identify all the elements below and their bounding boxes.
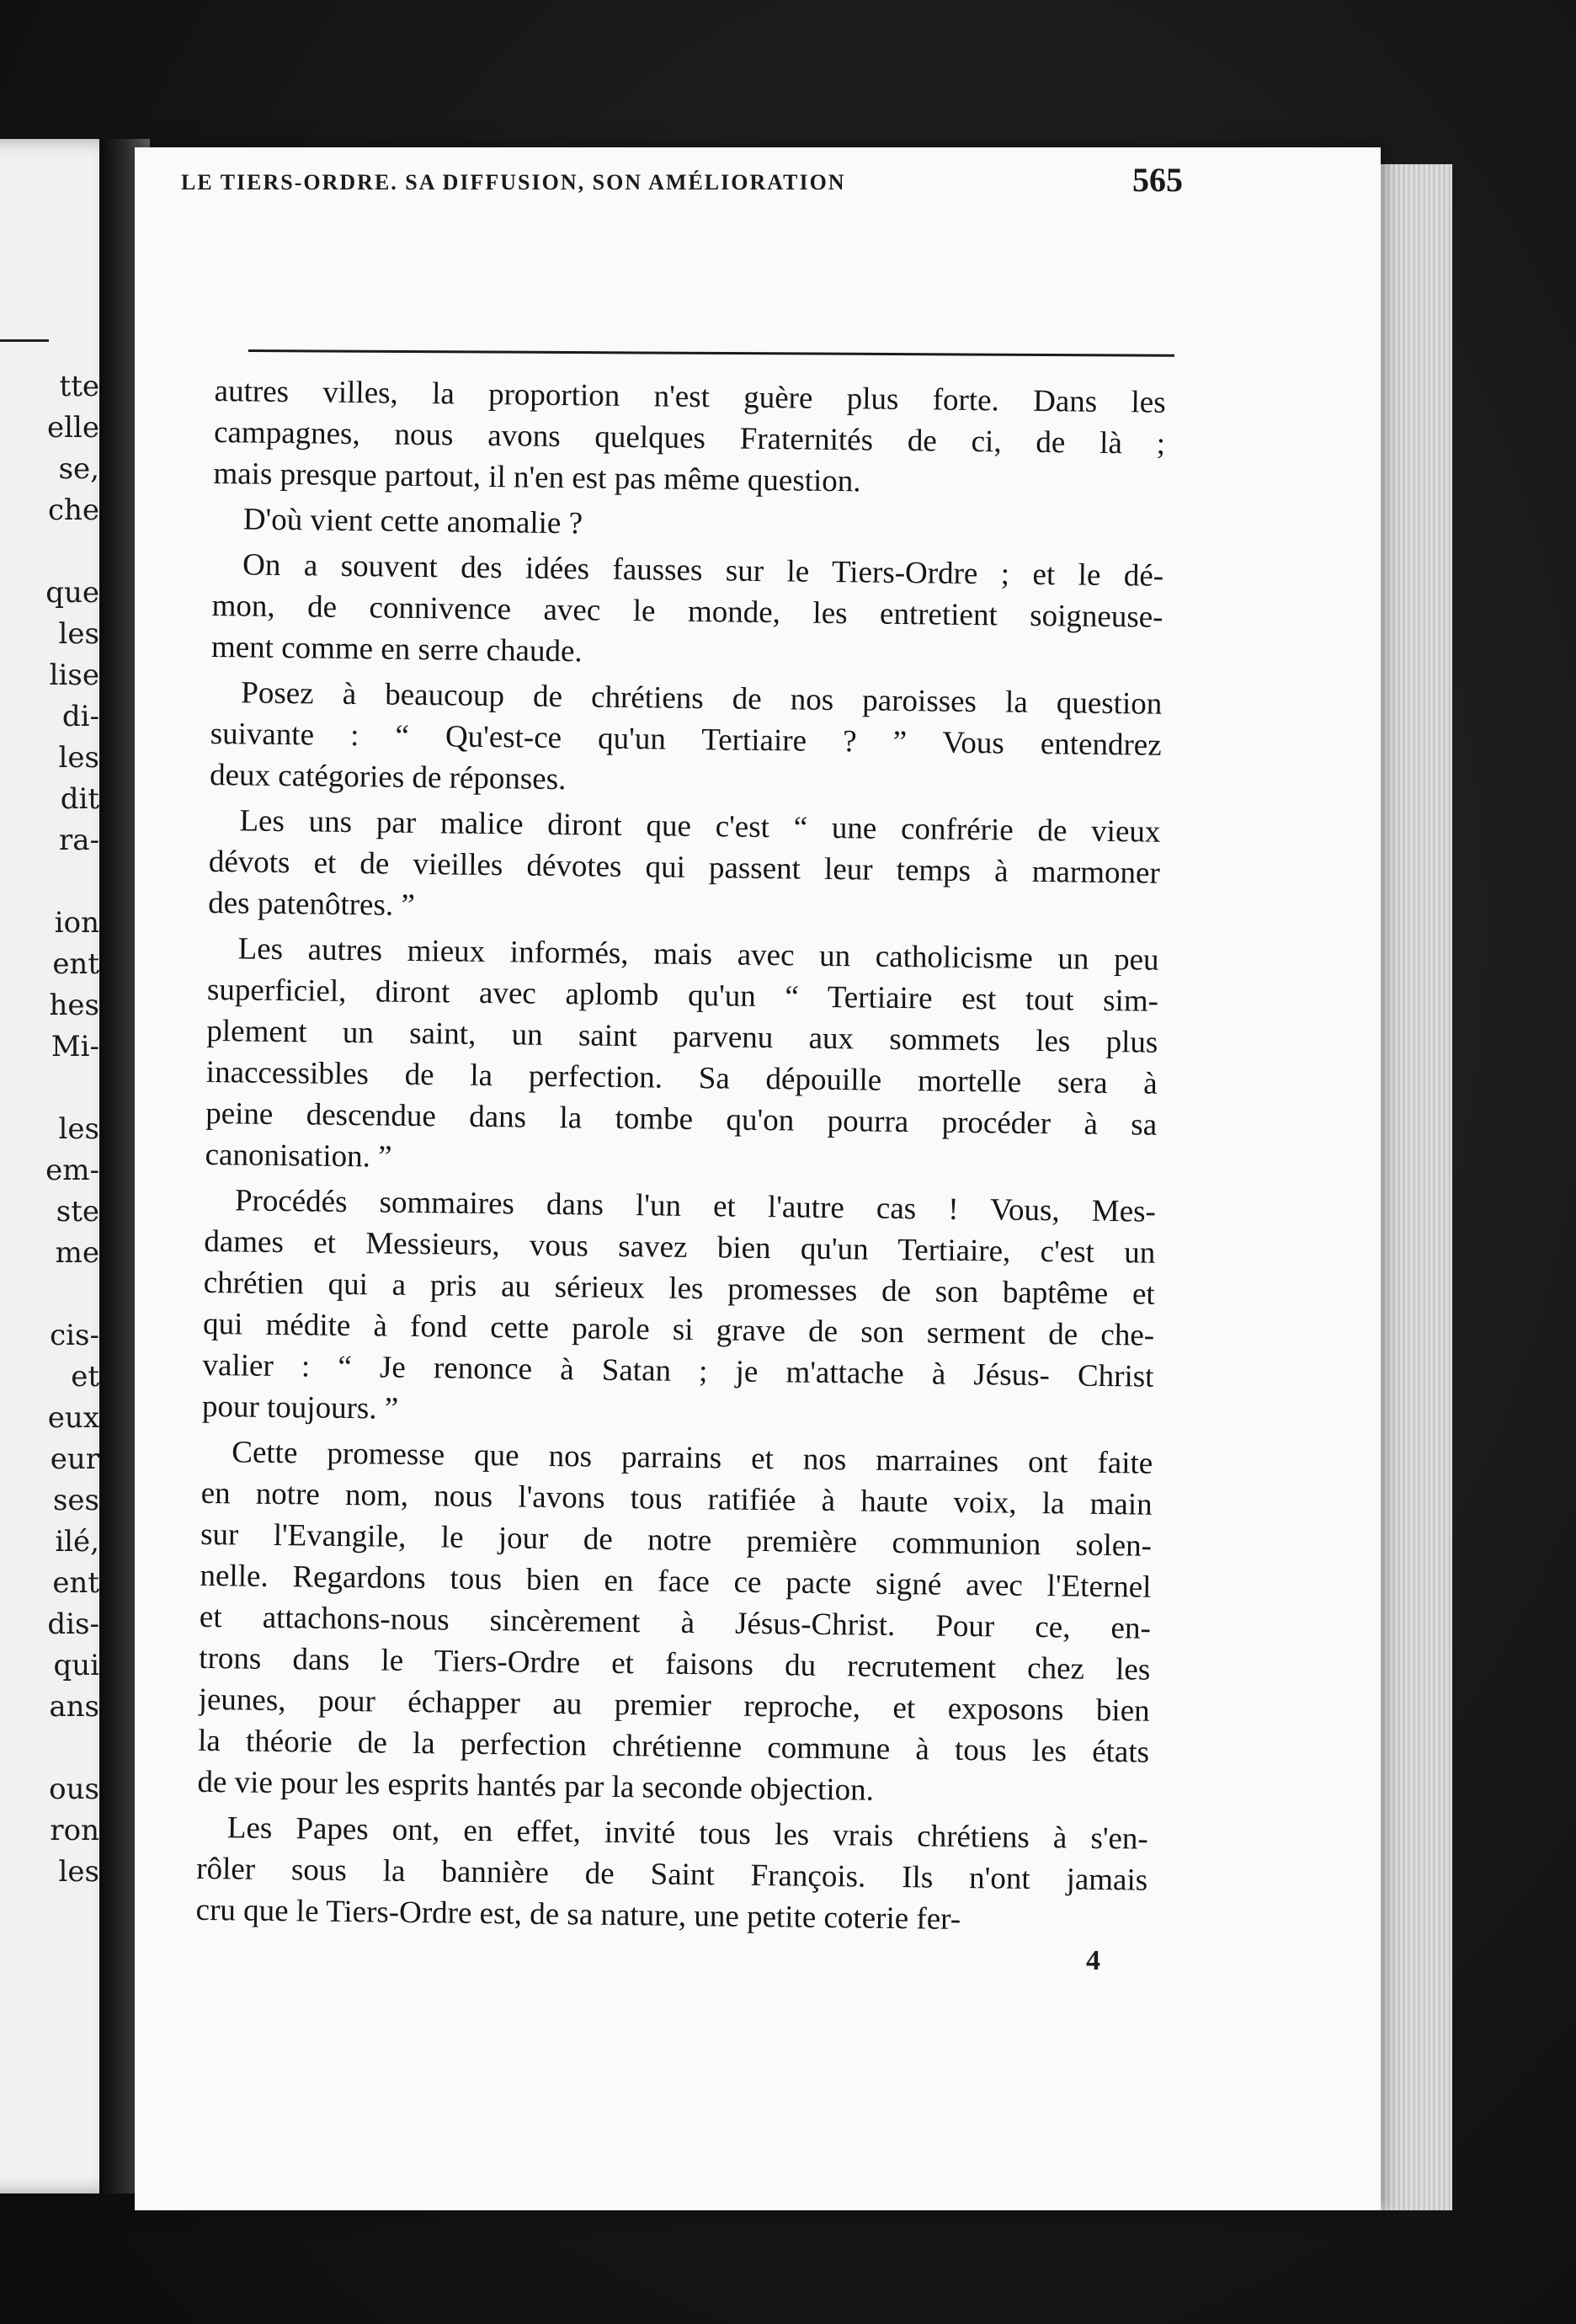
text-line: cru que le Tiers-Ordre est, de sa nature, une petite coterie fer-	[195, 1892, 961, 1937]
text-line: la théorie de la perfection chrétienne commune à tous les états	[197, 1723, 1150, 1770]
text-line: jeunes, pour échapper au premier reproche, et exposons bien	[198, 1682, 1150, 1729]
previous-page-fragment: Mi-	[51, 1030, 99, 1063]
previous-page-fragment: les	[58, 617, 99, 651]
text-line: mon, de connivence avec le monde, les entretient soigneuse-	[211, 588, 1163, 635]
previous-page-fragment: em-	[45, 1154, 99, 1187]
previous-page-fragment	[0, 1728, 99, 1769]
text-line: et attachons-nous sincèrement à Jésus-Christ. Pour ce, en-	[199, 1599, 1152, 1646]
text-line: inaccessibles de la perfection. Sa dépouille mortelle sera à	[205, 1054, 1158, 1101]
text-line: dames et Messieurs, vous savez bien qu'un Tertiaire, c'est un	[204, 1223, 1156, 1271]
text-line: qui médite à fond cette parole si grave de son serment de che-	[202, 1306, 1155, 1353]
text-line: canonisation. ”	[205, 1137, 392, 1175]
previous-page-fragment: ron	[50, 1814, 99, 1847]
previous-page-header-rule	[0, 339, 49, 342]
text-line: Les uns par malice diront que c'est “ une confrérie de vieux	[239, 803, 1161, 850]
previous-page-fragment: hes	[49, 989, 99, 1022]
paragraph	[210, 672, 1163, 808]
text-line: de vie pour les esprits hantés par la seconde objection.	[197, 1764, 875, 1808]
text-line: campagnes, nous avons quelques Fraternités de ci, de là ;	[213, 414, 1166, 461]
previous-page-fragment: dit	[60, 782, 99, 816]
previous-page-fragment: che	[47, 493, 99, 527]
previous-page-fragment	[0, 1274, 99, 1315]
previous-page-fragment: ent	[52, 947, 99, 981]
text-line: chrétien qui a pris au sérieux les promesses de son baptême et	[203, 1265, 1155, 1312]
previous-page-fragment: ra-	[58, 824, 99, 857]
text-line: peine descendue dans la tombe qu'on pourra procéder à sa	[205, 1095, 1158, 1143]
running-title: LE TIERS-ORDRE. SA DIFFUSION, SON AMÉLIORATION	[181, 170, 846, 195]
previous-page-fragment: ous	[49, 1772, 99, 1806]
previous-page-fragment	[0, 531, 99, 573]
text-line: Les autres mieux informés, mais avec un catholicisme un peu	[237, 931, 1159, 978]
previous-page-fragment: les	[58, 741, 99, 775]
paragraph	[205, 928, 1159, 1187]
previous-page-fragment: dis-	[47, 1607, 99, 1641]
text-line: suivante : “ Qu'est-ce qu'un Tertiaire ? ” Vous entendrez	[210, 716, 1162, 763]
paragraph	[197, 1431, 1153, 1815]
text-line: dévots et de vieilles dévotes qui passent leur temps à marmoner	[208, 844, 1161, 891]
body-text	[195, 370, 1166, 1947]
text-line: deux catégories de réponses.	[209, 757, 567, 797]
text-line: mais presque partout, il n'en est pas même question.	[213, 456, 861, 499]
previous-page-fragment: di-	[61, 700, 99, 733]
previous-page-fragment: ion	[54, 906, 99, 940]
text-line: pour toujours. ”	[201, 1389, 399, 1426]
text-line: Procédés sommaires dans l'un et l'autre cas ! Vous, Mes-	[234, 1183, 1157, 1229]
signature-mark: 4	[1086, 1945, 1100, 1976]
text-line: Les Papes ont, en effet, invité tous les vrais chrétiens à s'en-	[226, 1810, 1149, 1857]
previous-page-fragment: me	[55, 1236, 99, 1270]
text-line: superficiel, diront avec aplomb qu'un “ Tertiaire est tout sim-	[206, 972, 1159, 1019]
text-line: ment comme en serre chaude.	[210, 629, 583, 669]
text-line: en notre nom, nous l'avons tous ratifiée à haute voix, la main	[200, 1475, 1153, 1522]
previous-page-fragment: tte	[59, 370, 99, 403]
previous-page-fragment: lise	[49, 658, 99, 692]
text-line: rôler sous la bannière de Saint François. Ils n'ont jamais	[196, 1851, 1148, 1898]
previous-page-fragment: se,	[58, 452, 99, 486]
text-line: D'où vient cette anomalie ?	[242, 502, 583, 541]
text-line: Cette promesse que nos parrains et nos marraines ont faite	[232, 1435, 1153, 1481]
paragraph	[202, 1180, 1157, 1439]
previous-page-fragment: qui	[53, 1649, 99, 1682]
text-line: des patenôtres. ”	[208, 885, 416, 923]
previous-page-fragment: ses	[52, 1484, 99, 1517]
previous-page-fragment: ans	[49, 1690, 99, 1724]
previous-page-fragment: eux	[47, 1401, 99, 1435]
paragraph	[211, 544, 1164, 680]
paragraph	[213, 498, 1165, 552]
text-line: On a souvent des idées fausses sur le Tiers-Ordre ; et le dé-	[242, 547, 1164, 594]
text-line: autres villes, la proportion n'est guère plus forte. Dans les	[214, 373, 1166, 420]
previous-page-fragment	[0, 861, 99, 903]
text-line: valier : “ Je renonce à Satan ; je m'attache à Jésus- Christ	[202, 1347, 1154, 1394]
previous-page-fragment: les	[58, 1855, 99, 1889]
paragraph	[208, 800, 1161, 935]
text-line: trons dans le Tiers-Ordre et faisons du recrutement chez les	[199, 1640, 1151, 1687]
previous-page-fragment: ilé,	[55, 1525, 99, 1559]
paragraph	[213, 370, 1166, 506]
previous-page-fragment: elle	[47, 411, 99, 445]
previous-page-fragment: ent	[52, 1566, 99, 1600]
previous-page-fragment: cis-	[50, 1319, 99, 1352]
running-head	[181, 160, 1183, 211]
previous-page-fragment: et	[71, 1360, 99, 1394]
previous-page-fragment: que	[45, 576, 99, 610]
paragraph	[195, 1807, 1148, 1943]
text-line: sur l'Evangile, le jour de notre première communion solen-	[200, 1516, 1153, 1564]
previous-page-fragment: eur	[50, 1442, 99, 1476]
previous-page-fragment: les	[58, 1112, 99, 1146]
previous-page-text-fragments	[0, 366, 99, 1893]
text-line: nelle. Regardons tous bien en face ce pacte signé avec l'Eternel	[200, 1558, 1152, 1605]
page-number: 565	[1132, 161, 1183, 199]
text-line: Posez à beaucoup de chrétiens de nos paroisses la question	[241, 675, 1163, 722]
text-line: plement un saint, un saint parvenu aux sommets les plus	[206, 1013, 1158, 1060]
previous-page-fragment: ste	[56, 1195, 99, 1229]
previous-page-fragment	[0, 1068, 99, 1109]
